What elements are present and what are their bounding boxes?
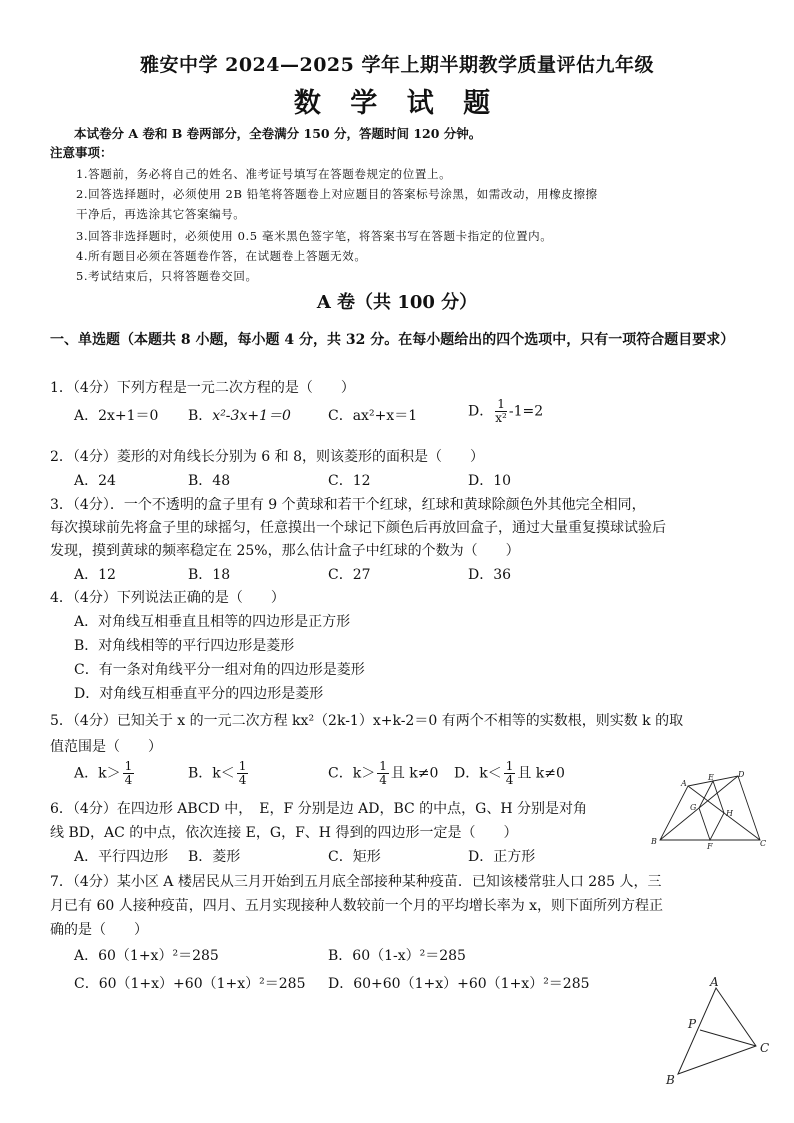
triangle-abc [678,988,756,1074]
q6-option-a: A．平行四边形 [74,849,169,865]
label-h: H [726,809,733,818]
question-1-stem: 1．（4分）下列方程是一元二次方程的是（ ） [50,380,355,396]
question-5-line: 值范围是（ ） [50,739,162,755]
question-2-stem: 2．（4分）菱形的对角线长分别为 6 和 8，则该菱形的面积是（ ） [50,449,484,465]
q6-option-c: C．矩形 [328,849,381,865]
segment-pc [700,1030,756,1046]
exam-intro: 本试卷分 A 卷和 B 卷两部分，全卷满分 150 分，答题时间 120 分钟。 [74,126,482,141]
label-a: A [710,975,719,989]
q6-option-d: D．正方形 [468,849,536,865]
q1-option-d: D． $\frac{1}{\text{x²}}$ -1=2 [468,397,544,425]
notice-line: 3.回答非选择题时，必须使用 0.5 毫米黑色签字笔，将答案书写在答题卡指定的位置内。 [76,229,553,243]
label-f: F [707,842,713,850]
question-7-line: 月已有 60 人接种疫苗，四月、五月实现接种人数较前一个月的平均增长率为 x，则下面所列方程正 [50,898,664,914]
q2-option-a: A．24 [74,473,116,489]
q4-option-c: C．有一条对角线平分一组对角的四边形是菱形 [74,662,365,678]
question-3-line: 发现，摸到黄球的频率稳定在 25%，那么估计盒子中红球的个数为（ ） [50,543,520,559]
q5-option-a: A．k＞ $\frac{1}{4}$ [74,759,133,787]
quadrilateral-figure [650,770,770,850]
question-5-line: 5．（4分）已知关于 x 的一元二次方程 kx²（2k-1）x+k-2＝0 有两个不相等的实数根，则实数 k 的取 [50,713,684,729]
q1-option-a: A．2x+1＝0 [74,408,159,424]
label-c: C [760,1041,770,1055]
q3-option-d: D．36 [468,567,512,583]
triangle-figure [660,972,780,1092]
exam-title: 雅安中学 2024—2025 学年上期半期教学质量评估九年级 [140,54,654,76]
label-b: B [666,1073,675,1087]
q7-option-a: A．60（1+x）²＝285 [74,948,219,964]
notice-line: 5.考试结束后，只将答题卷交回。 [76,269,258,283]
question-3-line: 3．（4分）．一个不透明的盒子里有 9 个黄球和若干个红球，红球和黄球除颜色外其他完全相同， [50,497,646,513]
subject-title: 数 学 试 题 [293,88,501,119]
label-c: C [760,839,767,848]
label-a: A [681,779,687,788]
q1-option-c: C．ax²+x＝1 [328,408,418,424]
q3-option-a: A．12 [74,567,116,583]
question-4-stem: 4．（4分）下列说法正确的是（ ） [50,590,285,606]
notice-line: 干净后，再选涂其它答案编号。 [76,207,246,221]
q5-option-b: B．k＜ $\frac{1}{4}$ [188,759,247,787]
q7-option-c: C．60（1+x）+60（1+x）²＝285 [74,976,306,992]
label-g: G [690,803,697,812]
q5-option-d: D．k＜ $\frac{1}{4}$ 且 k≠0 [454,759,565,787]
label-d: D [738,770,745,779]
q2-option-b: B．48 [188,473,231,489]
q1-option-b: B．x²-3x+1＝0 [188,408,291,424]
notice-line: 4.所有题目必须在答题卷作答，在试题卷上答题无效。 [76,249,367,263]
q4-option-a: A．对角线互相垂直且相等的四边形是正方形 [74,614,351,630]
label-e: E [708,773,714,782]
label-p: P [688,1017,697,1031]
q2-option-d: D．10 [468,473,512,489]
q3-option-b: B．18 [188,567,231,583]
question-7-line: 确的是（ ） [50,922,148,938]
notice-heading: 注意事项： [50,145,113,160]
question-6-line: 线 BD，AC 的中点，依次连接 E，G，F、H 得到的四边形一定是（ ） [50,825,518,841]
q6-option-b: B．菱形 [188,849,241,865]
q7-option-b: B．60（1-x）²＝285 [328,948,466,964]
question-3-line: 每次摸球前先将盒子里的球摇匀，任意摸出一个球记下颜色后再放回盒子，通过大量重复摸球试验后 [50,520,666,536]
q5-option-c: C．k＞ $\frac{1}{4}$ 且 k≠0 [328,759,439,787]
q2-option-c: C．12 [328,473,371,489]
question-7-line: 7．（4分）某小区 A 楼居民从三月开始到五月底全部接种某种疫苗．已知该楼常驻人口 285 人，三 [50,874,662,890]
q7-option-d: D．60+60（1+x）+60（1+x）²＝285 [328,976,590,992]
q4-option-b: B．对角线相等的平行四边形是菱形 [74,638,295,654]
label-b: B [651,837,657,846]
question-6-line: 6．（4分）在四边形 ABCD 中， E，F 分别是边 AD，BC 的中点，G、H 分别是对角 [50,801,588,817]
part-title: 一、单选题（本题共 8 小题，每小题 4 分，共 32 分。在每小题给出的四个选项中，只有一项符合题目要求） [50,332,735,348]
section-title: A 卷（共 100 分） [316,292,478,313]
q3-option-c: C．27 [328,567,371,583]
notice-line: 1.答题前，务必将自己的姓名、准考证号填写在答题卷规定的位置上。 [76,167,452,181]
quadrilateral-outline [660,776,760,840]
notice-line: 2.回答选择题时，必须使用 2B 铅笔将答题卷上对应题目的答案标号涂黑，如需改动，用橡皮擦擦 [76,187,598,201]
q4-option-d: D．对角线互相垂直平分的四边形是菱形 [74,686,324,702]
